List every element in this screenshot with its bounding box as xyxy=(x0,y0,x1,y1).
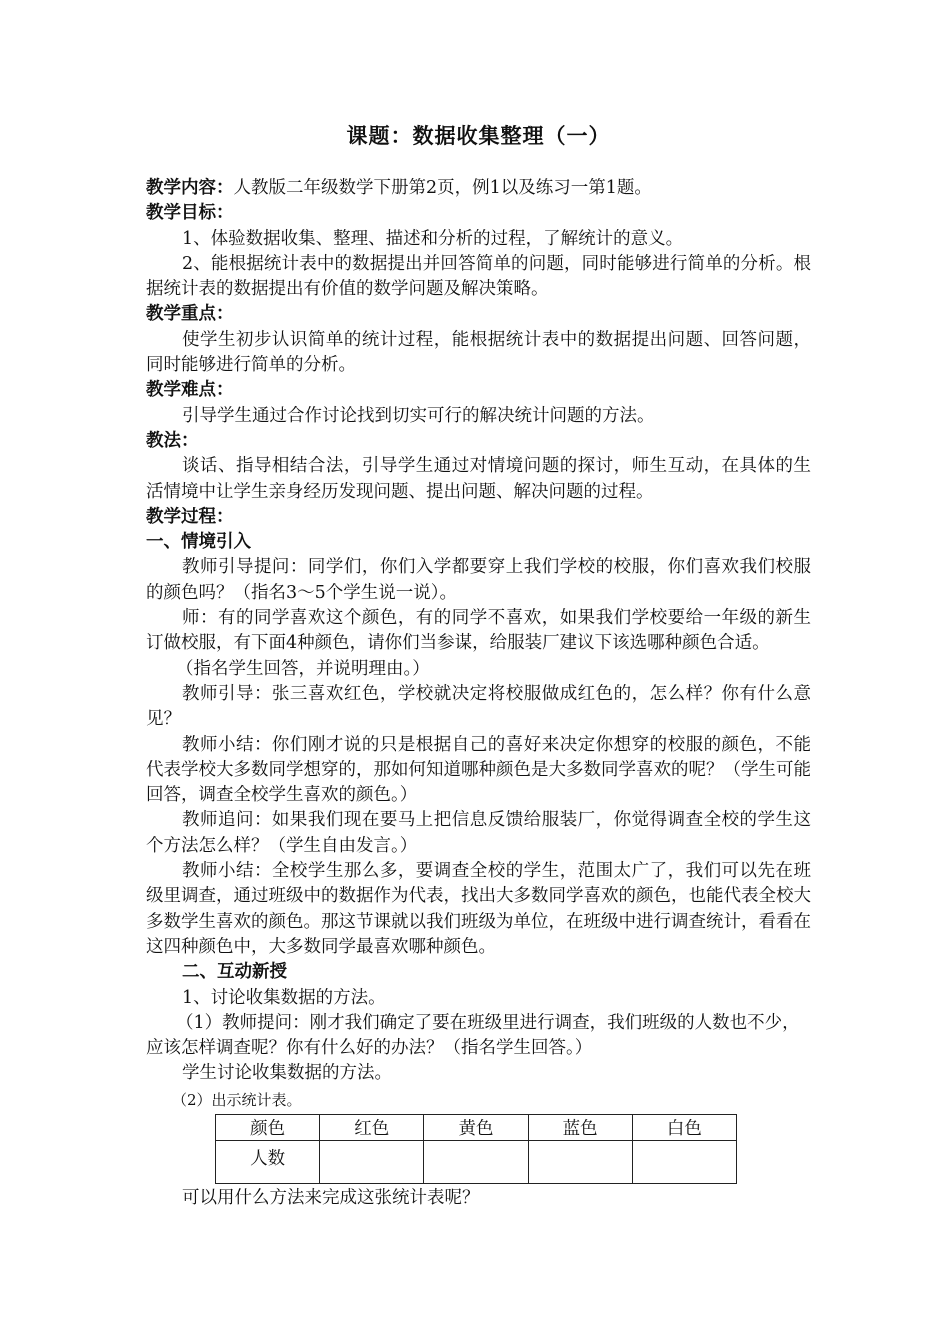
table-cell xyxy=(424,1140,528,1183)
table-cell xyxy=(320,1140,424,1183)
paragraph: 1、讨论收集数据的方法。 xyxy=(182,987,386,1008)
table-row-label: 人数 xyxy=(216,1140,320,1183)
goal-2: 2、能根据统计表中的数据提出并回答简单的问题，同时能够进行简单的分析。根据统计表的数据提出有价值的数学问题及解决策略。 xyxy=(146,253,811,300)
table-header-cell: 白色 xyxy=(632,1114,736,1140)
table-row xyxy=(216,1140,737,1183)
key-heading: 教学重点： xyxy=(146,304,234,325)
table-cell xyxy=(632,1140,736,1183)
difficulty-heading: 教学难点： xyxy=(146,380,234,401)
section-2-heading: 二、互动新授 xyxy=(182,962,287,983)
paragraph: 教师引导提问：同学们，你们入学都要穿上我们学校的校服，你们喜欢我们校服的颜色吗？（指名3～5个学生说一说）。 xyxy=(146,557,811,603)
goal-1: 1、体验数据收集、整理、描述和分析的过程，了解统计的意义。 xyxy=(182,228,684,249)
paragraph: 师：有的同学喜欢这个颜色，有的同学不喜欢，如果我们学校要给一年级的新生订做校服，有下面4种颜色，请你们当参谋，给服装厂建议下该选哪种颜色合适。 xyxy=(146,608,811,654)
paragraph: 教师小结：全校学生那么多，要调查全校的学生，范围太广了，我们可以先在班级里调查，通过班级中的数据作为代表，找出大多数同学喜欢的颜色，也能代表全校大多数学生喜欢的颜色。那这节课就以我们班级为单位，在班级中进行调查统计，看看在这四种颜色中，大多数同学最喜欢哪种颜色。 xyxy=(146,861,811,957)
content-label: 教学内容： xyxy=(146,178,234,198)
content-line xyxy=(146,176,811,201)
table-header-row xyxy=(216,1114,737,1140)
goals-heading: 教学目标： xyxy=(146,203,234,224)
paragraph: 教师追问：如果我们现在要马上把信息反馈给服装厂，你觉得调查全校的学生这个方法怎么样？（学生自由发言。） xyxy=(146,810,811,856)
paragraph: 教师小结：你们刚才说的只是根据自己的喜好来决定你想穿的校服的颜色，不能代表学校大多数同学想穿的，那如何知道哪种颜色是大多数同学喜欢的呢？（学生可能回答，调查全校学生喜欢的颜色。） xyxy=(146,734,811,806)
paragraph: （1）教师提问：刚才我们确定了要在班级里进行调查，我们班级的人数也不少，应该怎样调查呢？你有什么好的办法？（指名学生回答。） xyxy=(146,1012,800,1059)
paragraph: 学生讨论收集数据的方法。 xyxy=(182,1063,392,1084)
paragraph: （指名学生回答，并说明理由。） xyxy=(176,658,430,679)
difficulty-text: 引导学生通过合作讨论找到切实可行的解决统计问题的方法。 xyxy=(182,405,655,426)
table-header-cell: 黄色 xyxy=(424,1114,528,1140)
document-page xyxy=(146,120,811,1211)
paragraph: 教师引导：张三喜欢红色，学校就决定将校服做成红色的，怎么样？你有什么意见？ xyxy=(146,683,811,730)
table-header-cell: 蓝色 xyxy=(528,1114,632,1140)
lesson-title: 课题：数据收集整理（一） xyxy=(346,124,611,148)
paragraph: 可以用什么方法来完成这张统计表呢？ xyxy=(182,1187,480,1208)
paragraph: （2）出示统计表。 xyxy=(172,1090,302,1109)
section-1-heading: 一、情境引入 xyxy=(146,532,251,553)
table-header-cell: 红色 xyxy=(320,1114,424,1140)
statistics-table xyxy=(215,1114,737,1184)
method-text: 谈话、指导相结合法，引导学生通过对情境问题的探讨，师生互动，在具体的生活情境中让学生亲身经历发现问题、提出问题、解决问题的过程。 xyxy=(146,456,811,502)
table-header-cell: 颜色 xyxy=(216,1114,320,1140)
method-heading: 教法： xyxy=(146,430,199,451)
process-heading: 教学过程： xyxy=(146,506,234,527)
key-text: 使学生初步认识简单的统计过程，能根据统计表中的数据提出问题、回答问题，同时能够进行简单的分析。 xyxy=(146,329,811,376)
content-text: 人教版二年级数学下册第2页，例1以及练习一第1题。 xyxy=(233,178,652,198)
table-cell xyxy=(528,1140,632,1183)
